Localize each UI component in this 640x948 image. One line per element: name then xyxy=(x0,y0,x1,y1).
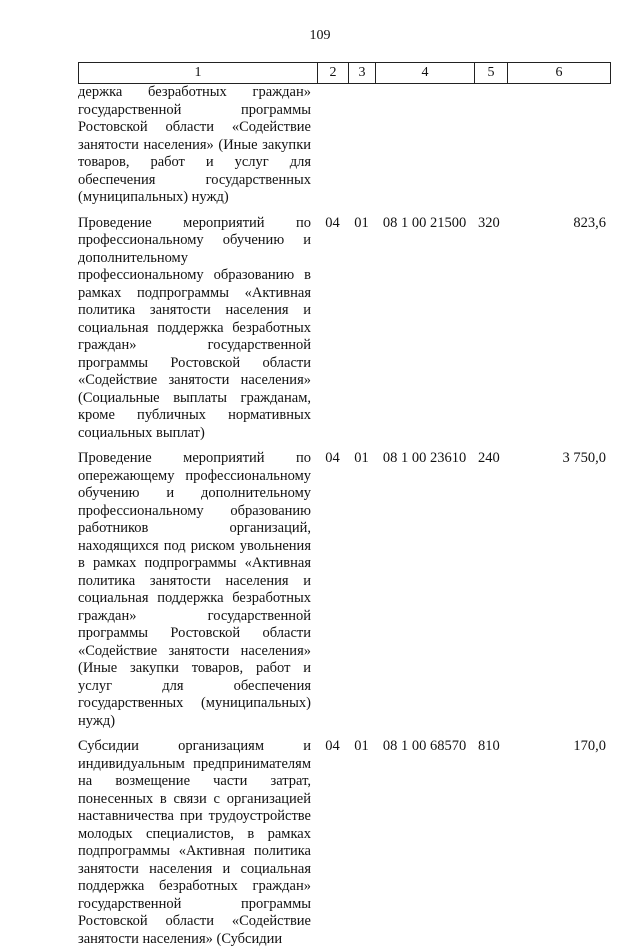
table-row xyxy=(78,207,610,443)
row-subsection: 01 xyxy=(354,214,369,231)
row-target-code xyxy=(375,84,474,207)
row-subsection: 01 xyxy=(354,450,369,466)
table-row xyxy=(78,442,610,730)
row-amount xyxy=(507,84,610,207)
row-target-code: 08 1 00 21500 xyxy=(382,214,467,231)
row-section: 04 xyxy=(325,738,340,754)
header-col-3: 3 xyxy=(349,63,376,84)
header-col-4: 4 xyxy=(376,63,475,84)
row-subsection: 01 xyxy=(354,738,369,754)
row-description: держка безработных граждан» государственной программы Ростовской области «Содействие занятости населения» (Иные закупки товаров, работ и услуг для обеспечения государственных (муниципальных) нужд) xyxy=(78,84,311,205)
row-expense-type xyxy=(474,84,507,207)
row-description: Проведение мероприятий по опережающему профессиональному обучению и дополнительному профессиональному образованию работников организаций, находящихся под риском увольнения в рамках подпрограммы «Активная политика занятости населения и социальная поддержка безработных граждан» государственной программы Ростовской области «Содействие занятости населения» (Иные закупки товаров, работ и услуг для обеспечения государственных (муниципальных) нужд) xyxy=(78,450,311,729)
row-subsection xyxy=(348,84,375,207)
row-section: 04 xyxy=(325,450,340,466)
header-col-2: 2 xyxy=(318,63,349,84)
header-col-5: 5 xyxy=(475,63,508,84)
row-amount: 3 750,0 xyxy=(562,450,606,466)
header-col-6: 6 xyxy=(508,63,611,84)
row-expense-type: 240 xyxy=(478,450,500,466)
page-number: 109 xyxy=(309,28,331,43)
table-row xyxy=(78,84,610,207)
row-target-code: 08 1 00 23610 xyxy=(382,450,467,466)
row-section: 04 xyxy=(325,214,340,231)
row-amount: 170,0 xyxy=(573,738,606,754)
row-section xyxy=(317,84,348,207)
header-row xyxy=(79,63,611,84)
row-expense-type: 810 xyxy=(478,738,500,754)
budget-table xyxy=(78,84,610,948)
table-row xyxy=(78,730,610,948)
row-target-code: 08 1 00 68570 xyxy=(382,738,467,754)
row-description: Проведение мероприятий по профессиональному обучению и дополнительному профессиональному образованию в рамках подпрограммы «Активная политика занятости населения и социальная поддержка безработных граждан» государственной программы Ростовской области «Содействие занятости населения» (Социальные выплаты гражданам, кроме публичных нормативных социальных выплат) xyxy=(78,214,311,441)
row-expense-type: 320 xyxy=(478,214,500,231)
row-amount: 823,6 xyxy=(573,214,606,231)
table-header xyxy=(78,62,611,84)
row-description: Субсидии организациям и индивидуальным предпринимателям на возмещение части затрат, понесенных в связи с организацией наставничества при трудоустройстве молодых специалистов, в рамках подпрограммы «Активная политика занятости населения и социальная поддержка безработных граждан» государственной программы Ростовской области «Содействие занятости населения» (Субсидии xyxy=(78,738,311,947)
header-col-1: 1 xyxy=(79,63,318,84)
